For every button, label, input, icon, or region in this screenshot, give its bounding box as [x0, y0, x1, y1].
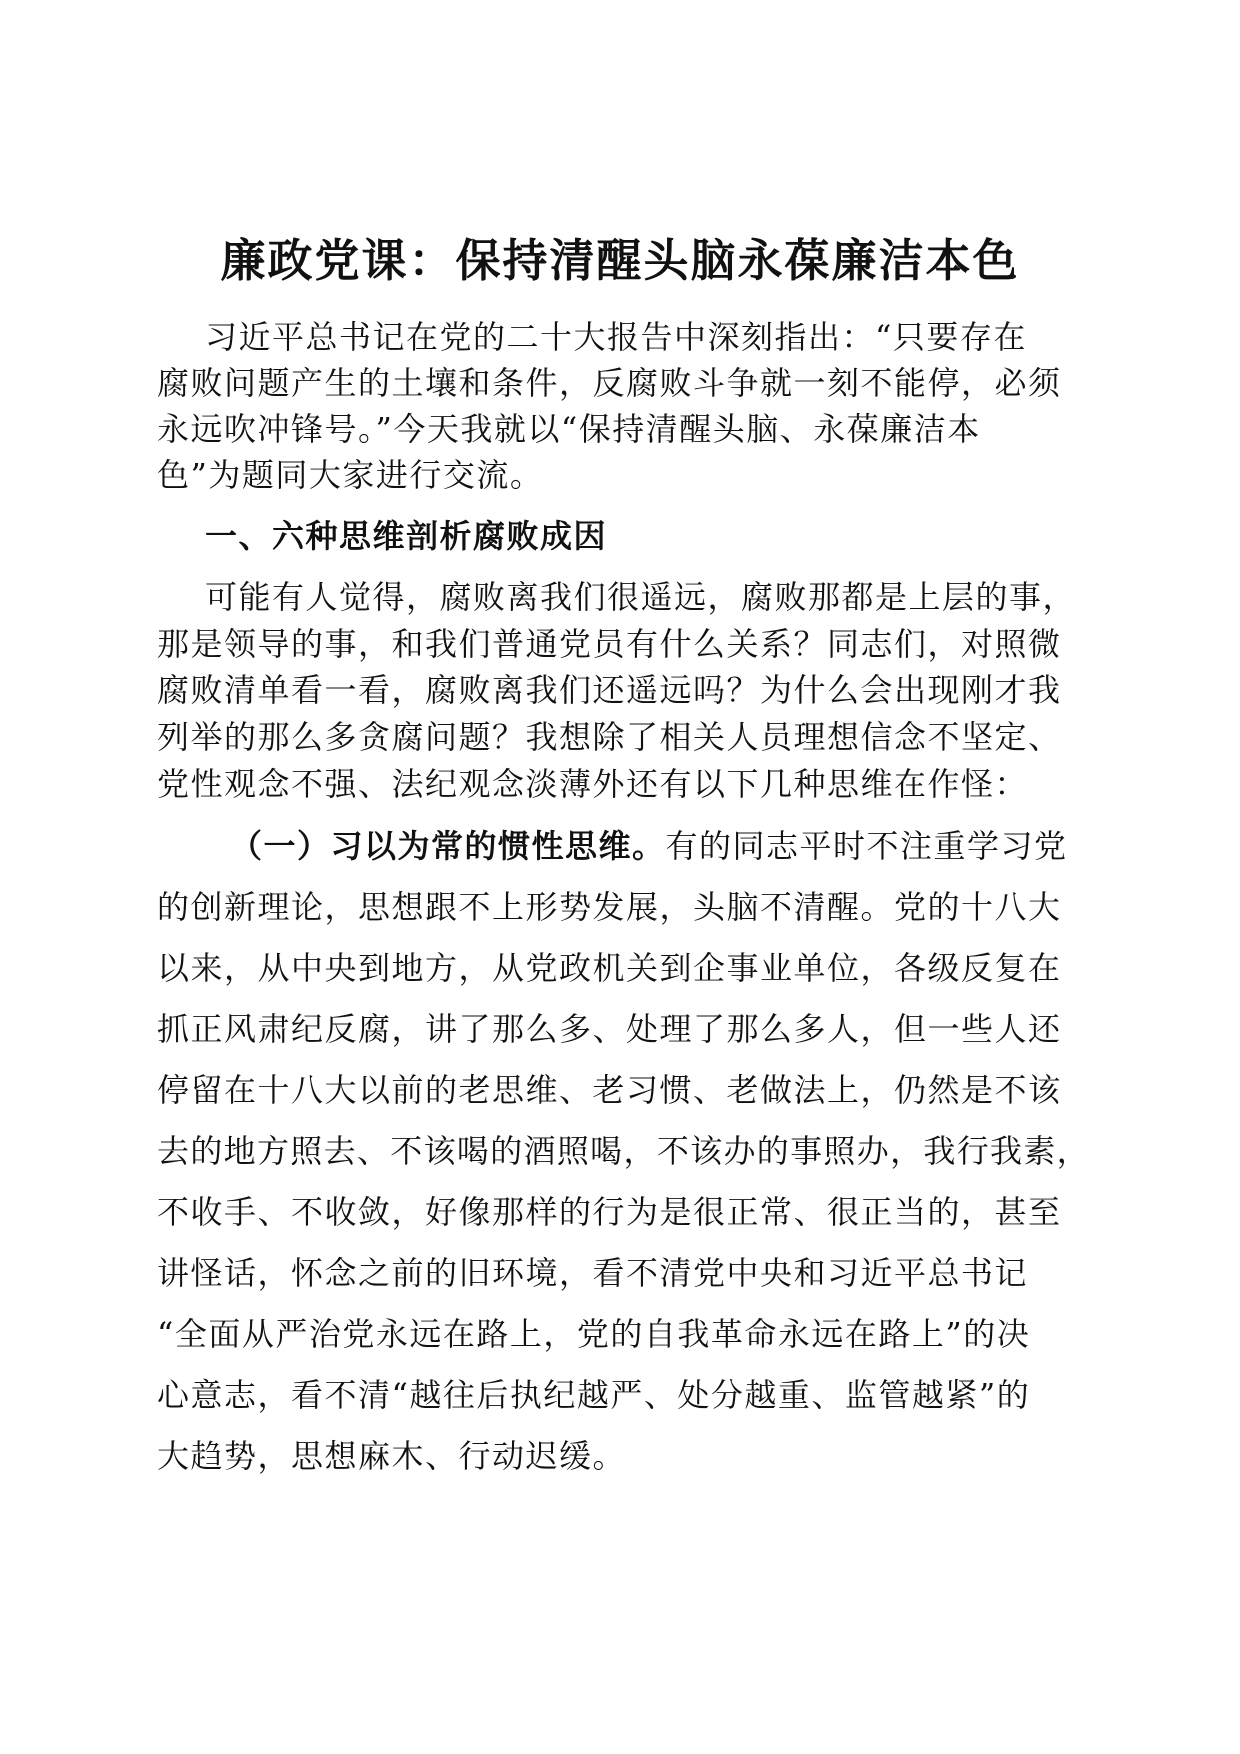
- subsection-lead-rest: 有的同志平时不注重学习党: [665, 827, 1068, 865]
- intro-line-1: 习近平总书记在党的二十大报告中深刻指出：“只要存在: [205, 318, 1027, 356]
- intro-line-4: 色”为题同大家进行交流。: [157, 456, 544, 494]
- intro-line-2: 腐败问题产生的土壤和条件，反腐败斗争就一刻不能停，必须: [157, 364, 1062, 402]
- subsection-bold-lead: （一）习以为常的惯性思维。: [230, 827, 666, 865]
- subsection-line-3: 以来，从中央到地方，从党政机关到企事业单位，各级反复在: [157, 949, 1062, 987]
- section-line-1: 可能有人觉得，腐败离我们很遥远，腐败那都是上层的事，: [205, 578, 1077, 616]
- subsection-line-2: 的创新理论，思想跟不上形势发展，头脑不清醒。党的十八大: [157, 888, 1062, 926]
- subsection-line-4: 抓正风肃纪反腐，讲了那么多、处理了那么多人，但一些人还: [157, 1010, 1062, 1048]
- subsection-line-6: 去的地方照去、不该喝的酒照喝，不该办的事照办，我行我素，: [157, 1132, 1091, 1170]
- section-line-3: 腐败清单看一看，腐败离我们还遥远吗？为什么会出现刚才我: [157, 671, 1062, 709]
- subsection-line-8: 讲怪话，怀念之前的旧环境，看不清党中央和习近平总书记: [157, 1254, 1029, 1292]
- section-line-2: 那是领导的事，和我们普通党员有什么关系？同志们，对照微: [157, 625, 1062, 663]
- subsection-line-11: 大趋势，思想麻木、行动迟缓。: [157, 1437, 627, 1475]
- subsection-first-line: [230, 819, 1068, 873]
- intro-line-3: 永远吹冲锋号。”今天我就以“保持清醒头脑、永葆廉洁本: [157, 410, 981, 448]
- subsection-line-5: 停留在十八大以前的老思维、老习惯、老做法上，仍然是不该: [157, 1071, 1062, 1109]
- subsection-line-9: “全面从严治党永远在路上，党的自我革命永远在路上”的决: [157, 1315, 1031, 1353]
- subsection-line-7: 不收手、不收敛，好像那样的行为是很正常、很正当的，甚至: [157, 1193, 1062, 1231]
- section-heading: 一、六种思维剖析腐败成因: [205, 517, 608, 555]
- document-title: 廉政党课：保持清醒头脑永葆廉洁本色: [220, 234, 1020, 287]
- section-line-5: 党性观念不强、法纪观念淡薄外还有以下几种思维在作怪：: [157, 765, 1029, 803]
- section-line-4: 列举的那么多贪腐问题？我想除了相关人员理想信念不坚定、: [157, 718, 1062, 756]
- subsection-line-10: 心意志，看不清“越往后执纪越严、处分越重、监管越紧”的: [157, 1376, 1031, 1414]
